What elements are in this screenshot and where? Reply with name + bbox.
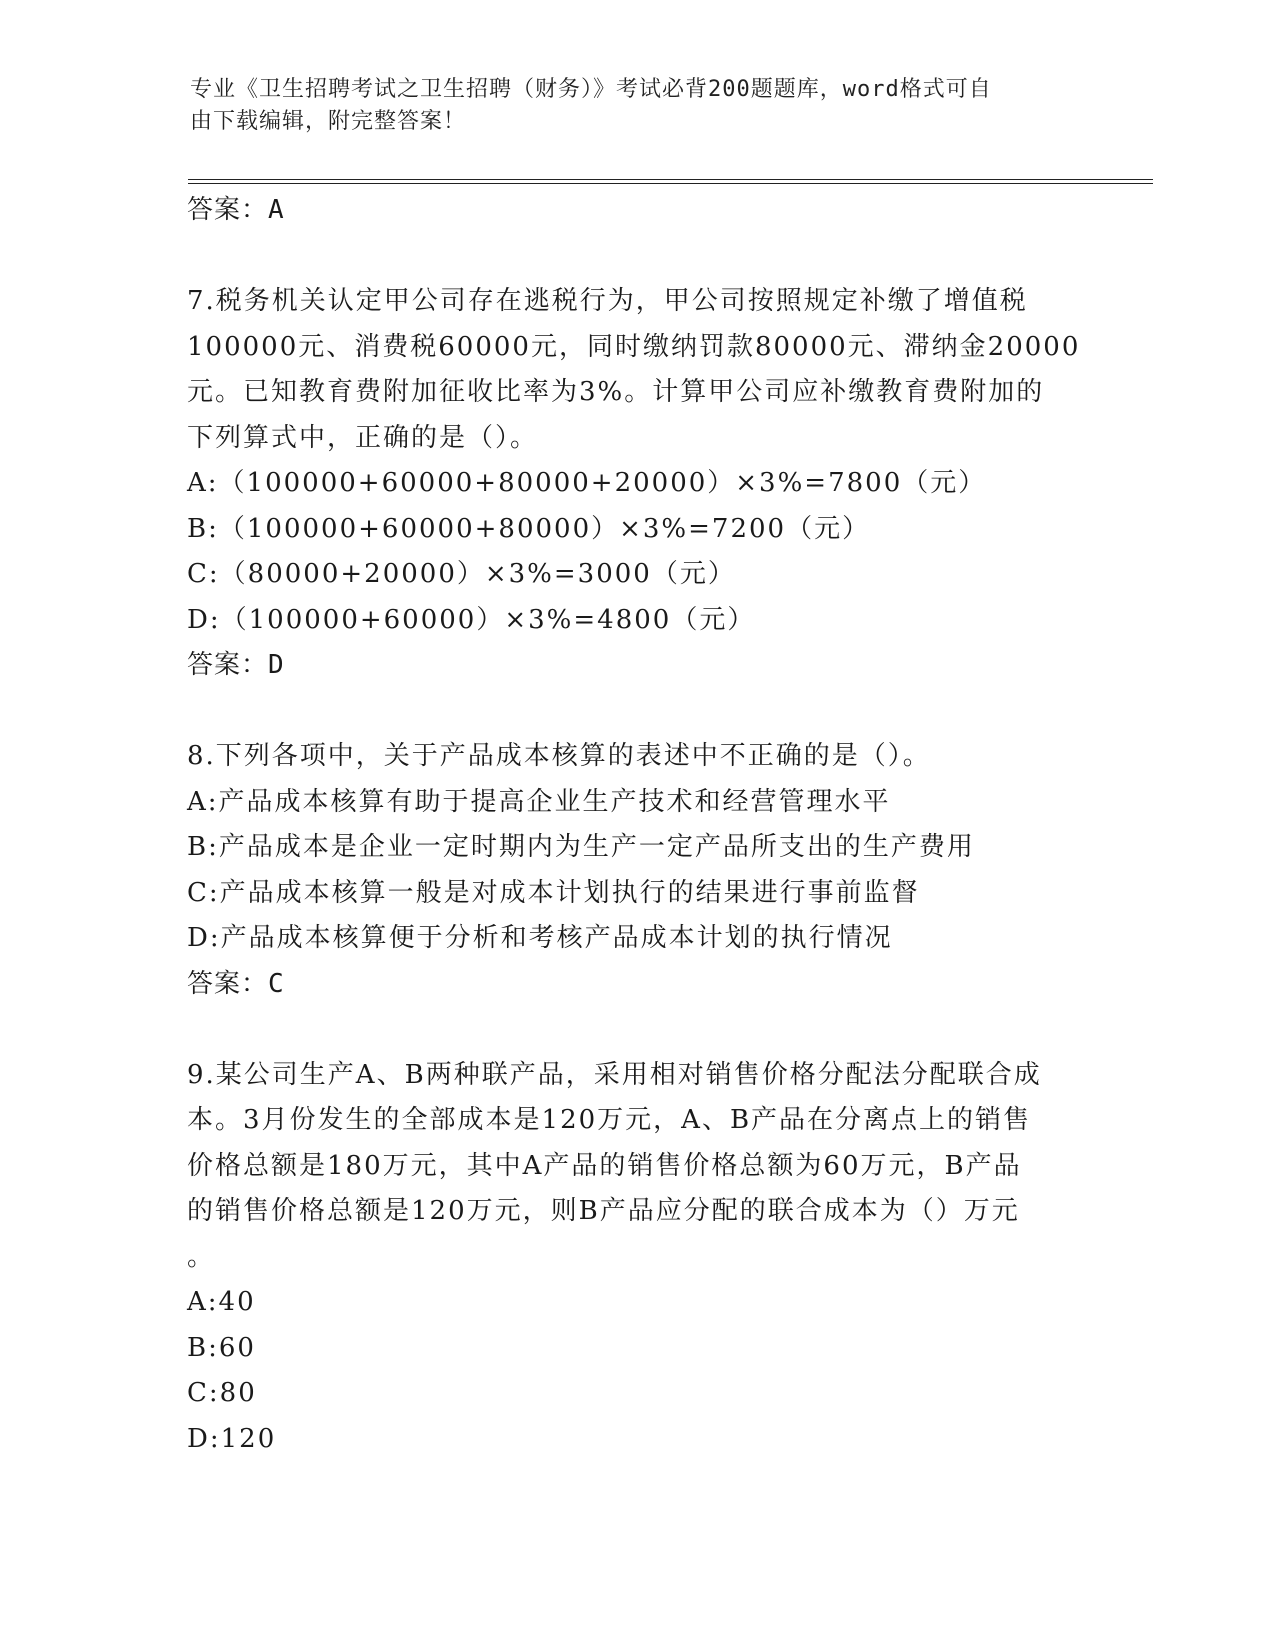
option-d: D:产品成本核算便于分析和考核产品成本计划的执行情况 xyxy=(187,923,893,953)
header-line-2: 由下载编辑，附完整答案！ xyxy=(190,109,467,134)
spacer xyxy=(187,1007,1087,1053)
spacer xyxy=(187,689,1087,735)
spacer xyxy=(187,234,1087,280)
question-text-line: 。 xyxy=(187,1241,216,1272)
question-text-line: 100000元、消费税60000元，同时缴纳罚款80000元、滞纳金20000 xyxy=(187,331,1081,362)
question-text-line: 本。3月份发生的全部成本是120万元，A、B产品在分离点上的销售 xyxy=(187,1105,1032,1135)
answer-previous: 答案：A xyxy=(187,195,285,225)
question-text-line: 下列算式中，正确的是（）。 xyxy=(187,422,539,453)
header-divider-bottom xyxy=(188,183,1153,184)
question-text-line: 7.税务机关认定甲公司存在逃税行为，甲公司按照规定补缴了增值税 xyxy=(187,286,1028,316)
option-b: B:60 xyxy=(187,1332,256,1363)
header-line-1: 专业《卫生招聘考试之卫生招聘（财务）》考试必背200题题库，word格式可自 xyxy=(190,77,992,102)
question-9 xyxy=(187,1053,1087,1463)
answer-8: 答案：C xyxy=(187,968,285,999)
option-b: B:产品成本是企业一定时期内为生产一定产品所支出的生产费用 xyxy=(187,832,975,862)
question-text-line: 8.下列各项中，关于产品成本核算的表述中不正确的是（）。 xyxy=(187,741,931,771)
question-text-line: 价格总额是180万元，其中A产品的销售价格总额为60万元，B产品 xyxy=(187,1150,1022,1181)
question-text-line: 的销售价格总额是120万元，则B产品应分配的联合成本为（）万元 xyxy=(187,1196,1020,1226)
header-divider-top xyxy=(188,179,1153,180)
option-a: A:40 xyxy=(187,1287,256,1317)
question-8 xyxy=(187,734,1087,1007)
option-c: C:产品成本核算一般是对成本计划执行的结果进行事前监督 xyxy=(187,877,920,908)
answer-7: 答案：D xyxy=(187,650,285,680)
question-text-line: 元。已知教育费附加征收比率为3%。计算甲公司应补缴教育费附加的 xyxy=(187,377,1045,407)
option-a: A:（100000+60000+80000+20000）×3%=7800（元） xyxy=(187,468,987,498)
question-list xyxy=(187,188,1087,1462)
option-c: C:（80000+20000）×3%=3000（元） xyxy=(187,559,736,589)
question-7 xyxy=(187,279,1087,689)
option-a: A:产品成本核算有助于提高企业生产技术和经营管理水平 xyxy=(187,786,891,817)
option-c: C:80 xyxy=(187,1378,257,1408)
option-b: B:（100000+60000+80000）×3%=7200（元） xyxy=(187,513,871,544)
question-text-line: 9.某公司生产A、B两种联产品，采用相对销售价格分配法分配联合成 xyxy=(187,1059,1042,1090)
document-header xyxy=(190,74,1070,138)
option-d: D:120 xyxy=(187,1423,277,1454)
option-d: D:（100000+60000）×3%=4800（元） xyxy=(187,604,756,635)
